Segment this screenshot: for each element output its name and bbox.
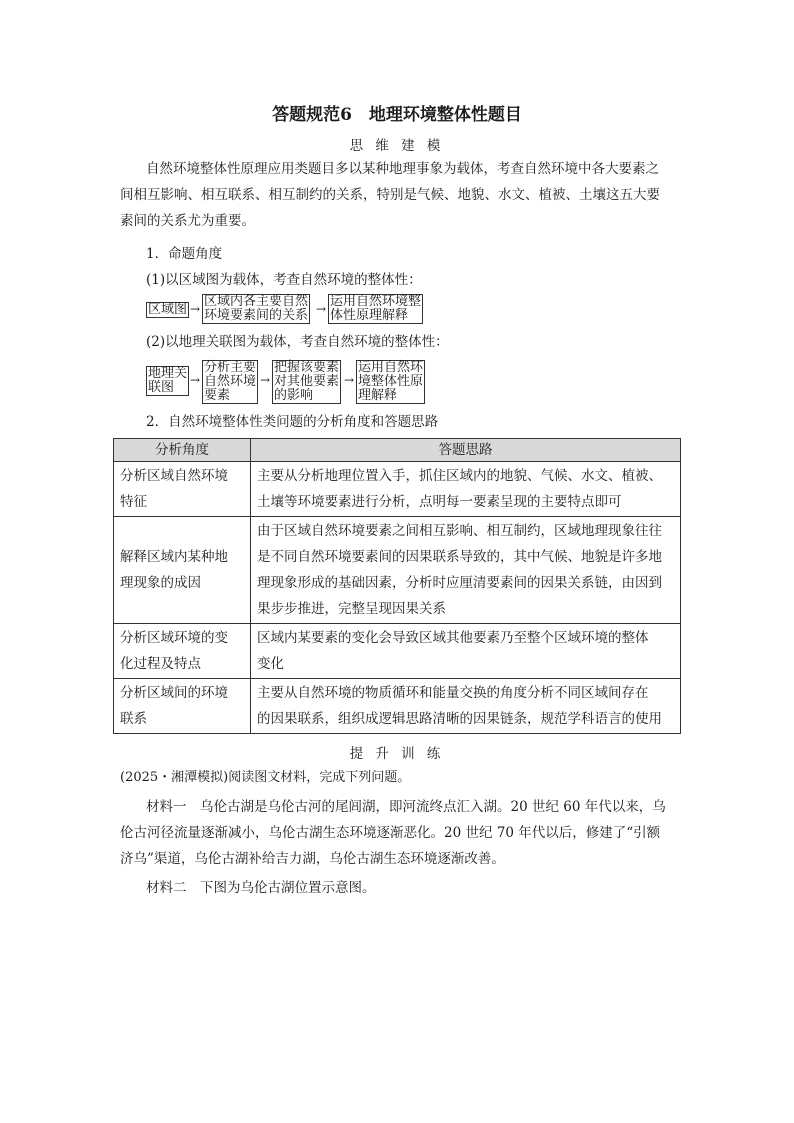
- table-row: [114, 517, 681, 624]
- table-header-angle: 分析角度: [114, 439, 251, 462]
- source-line: (2025・湘潭模拟)阅读图文材料，完成下列问题。: [120, 770, 411, 785]
- intro-paragraph: [146, 156, 686, 182]
- flow1-box-relations: [202, 294, 310, 324]
- cell-line: 分析区域自然环境: [120, 468, 228, 484]
- cell-line: 果步步推进，完整呈现因果关系: [257, 601, 446, 617]
- arrow-icon: →: [344, 373, 355, 387]
- cell-line: 主要从分析地理位置入手，抓住区域内的地貌、气候、水文、植被、: [257, 468, 662, 484]
- flow2-box-influence: [272, 360, 341, 404]
- flow2-box-label: 分析主要: [204, 360, 257, 375]
- table-row: [114, 624, 681, 679]
- cell-line: 区域内某要素的变化会导致区域其他要素乃至整个区域环境的整体: [257, 630, 649, 646]
- heading-2: 2．自然环境整体性类问题的分析角度和答题思路: [146, 414, 439, 430]
- material-line: 伦古河径流量逐渐减小，乌伦古湖生态环境逐渐恶化。20 世纪 70 年代以后，修建了“引额: [120, 825, 661, 841]
- arrow-icon: →: [190, 373, 201, 387]
- flow2-box-label: 地理关: [148, 366, 188, 381]
- flow1-box-label: 环境要素间的关系: [204, 308, 309, 323]
- cell-line: 的因果联系，组织成逻辑思路清晰的因果链条，规范学科语言的使用: [257, 711, 662, 727]
- arrow-icon: →: [190, 302, 201, 316]
- cell-line: 化过程及特点: [120, 656, 201, 672]
- table-cell-answer: [251, 679, 681, 734]
- cell-line: 联系: [120, 711, 147, 727]
- point-2: (2)以地理关联图为载体，考查自然环境的整体性：: [146, 334, 449, 350]
- cell-line: 解释区域内某种地: [120, 549, 228, 565]
- section-heading-training: 提 升 训 练: [349, 746, 445, 762]
- cell-line: 变化: [257, 656, 284, 672]
- cell-line: 土壤等环境要素进行分析，点明每一要素呈现的主要特点即可: [257, 494, 622, 510]
- cell-line: 分析区域间的环境: [120, 685, 228, 701]
- flow2-box-label: 境整体性原: [358, 374, 424, 389]
- point-1: (1)以区域图为载体，考查自然环境的整体性：: [146, 272, 422, 288]
- table-cell-angle: [114, 624, 251, 679]
- flow1-box-explain: [328, 294, 423, 324]
- cell-line: 分析区域环境的变: [120, 630, 228, 646]
- table-header-row: [114, 439, 681, 462]
- flow2-box-label: 要素: [204, 388, 231, 403]
- flow2-box-label: 对其他要素: [274, 374, 340, 389]
- flow2-box-label: 理解释: [358, 388, 398, 403]
- table-cell-angle: [114, 517, 251, 624]
- cell-line: 主要从自然环境的物质循环和能量交换的角度分析不同区域间存在: [257, 685, 649, 701]
- analysis-table: [113, 438, 681, 734]
- arrow-icon: →: [260, 373, 271, 387]
- cell-line: 理现象的成因: [120, 575, 201, 591]
- cell-line: 由于区域自然环境要素之间相互影响、相互制约，区域地理现象往往: [257, 523, 662, 539]
- flow2-box-label: 把握该要素: [274, 360, 340, 375]
- flow1-box-region-map: [146, 302, 189, 318]
- flow2-box-explain: [356, 360, 425, 404]
- heading-1: 1．命题角度: [146, 246, 223, 262]
- intro-line: 素间的关系尤为重要。: [120, 213, 255, 229]
- flow2-box-map: [146, 366, 189, 396]
- section-heading-modeling: 思 维 建 模: [349, 138, 445, 154]
- intro-line: 自然环境整体性原理应用类题目多以某种地理事象为载体，考查自然环境中各大要素之: [146, 161, 659, 177]
- flow2-box-label: 自然环境: [204, 374, 257, 389]
- table-cell-answer: [251, 624, 681, 679]
- intro-paragraph-cont: [120, 182, 690, 234]
- table-cell-answer: [251, 462, 681, 517]
- flow2-box-analyze: [202, 360, 258, 404]
- material-line: 济乌”渠道，乌伦古湖补给吉力湖，乌伦古湖生态环境逐渐改善。: [120, 851, 505, 867]
- table-row: [114, 679, 681, 734]
- flow1-box-label: 运用自然环境整: [330, 294, 422, 309]
- arrow-icon: →: [316, 302, 327, 316]
- material-line: 材料一 乌伦古湖是乌伦古河的尾闾湖，即河流终点汇入湖。20 世纪 60 年代以来，乌: [146, 799, 666, 815]
- flow1-box-label: 区域图: [148, 302, 188, 317]
- table-cell-answer: [251, 517, 681, 624]
- cell-line: 特征: [120, 494, 147, 510]
- table-row: [114, 462, 681, 517]
- page-title: 答题规范6 地理环境整体性题目: [272, 105, 522, 125]
- flow1-box-label: 体性原理解释: [330, 308, 409, 323]
- table-cell-angle: [114, 679, 251, 734]
- material-2: 材料二 下图为乌伦古湖位置示意图。: [146, 880, 376, 896]
- flow2-box-label: 联图: [148, 380, 175, 395]
- flow2-box-label: 运用自然环: [358, 360, 424, 375]
- intro-line: 间相互影响、相互联系、相互制约的关系，特别是气候、地貌、水文、植被、土壤这五大要: [120, 187, 660, 203]
- material-1: [120, 794, 690, 872]
- flow1-box-label: 区域内各主要自然: [204, 294, 309, 309]
- cell-line: 理现象形成的基础因素，分析时应厘清要素间的因果关系链，由因到: [257, 575, 662, 591]
- cell-line: 是不同自然环境要素间的因果联系导致的，其中气候、地貌是许多地: [257, 549, 662, 565]
- table-header-answer: 答题思路: [251, 439, 681, 462]
- flow2-box-label: 的影响: [274, 388, 314, 403]
- table-cell-angle: [114, 462, 251, 517]
